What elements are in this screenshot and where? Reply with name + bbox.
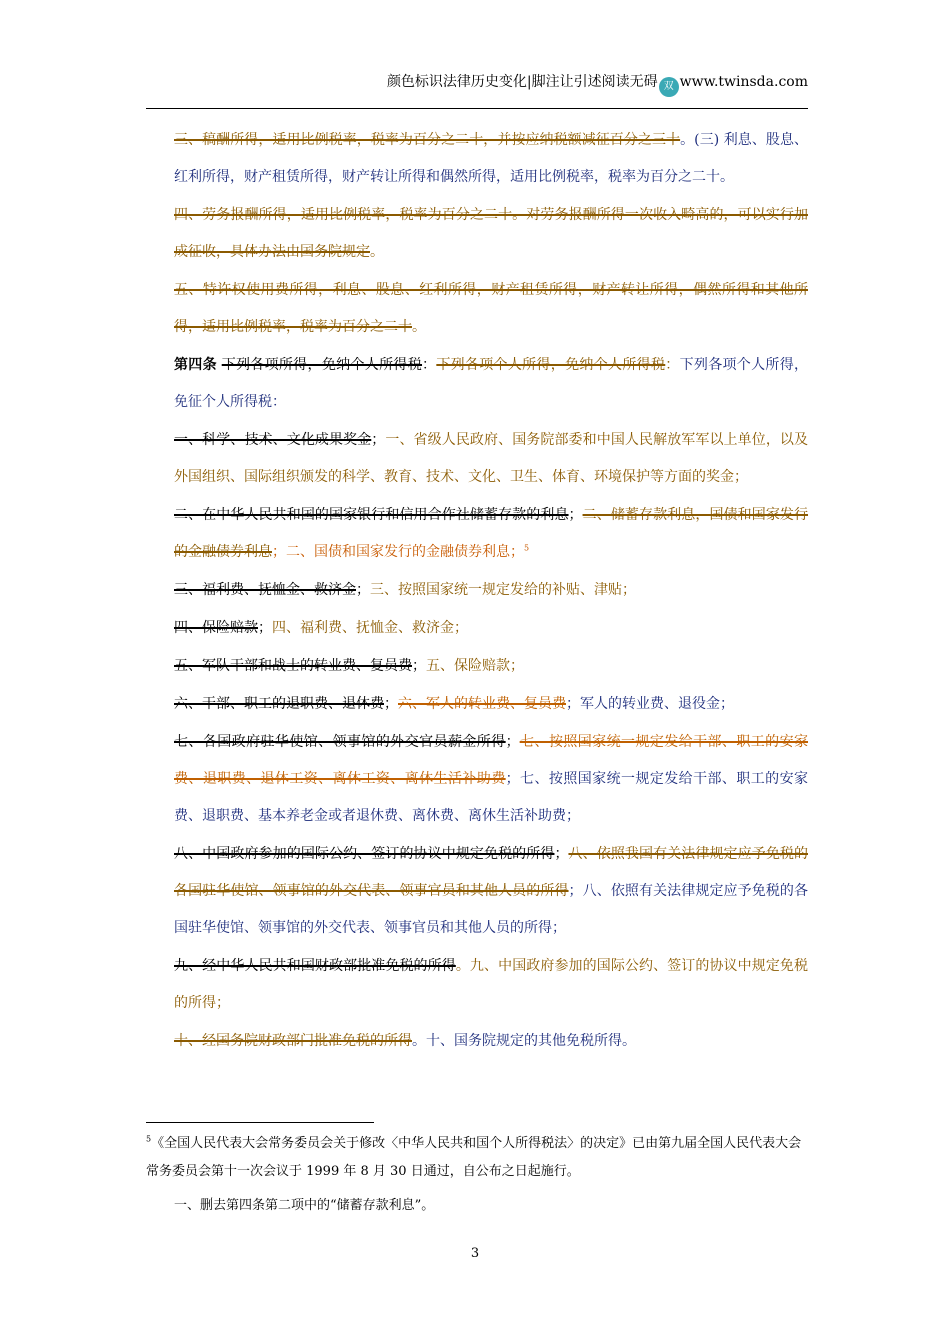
punctuation: ； [412, 658, 426, 674]
page-header [146, 72, 808, 97]
punctuation: ； [568, 507, 583, 523]
footnote-mark: 5 [146, 1134, 152, 1144]
inserted-text: 四、福利费、抚恤金、救济金； [272, 620, 468, 636]
header-title: 颜色标识法律历史变化|脚注让引述阅读无碍 [386, 74, 658, 90]
deleted-text: 五、特许权使用费所得，利息、股息、红利所得，财产租赁所得，财产转让所得，偶然所得和其他所得，适用比例税率，税率为百分之二十 [174, 282, 808, 335]
inserted-text: 。(三) 利息、股息、红利所得，财产租赁所得，财产转让所得和偶然所得，适用比例税率，税率为百分之二十。 [174, 132, 809, 185]
inserted-text: ；二、国债和国家发行的金融债券利息； [272, 544, 524, 560]
list-item-8 [146, 836, 808, 947]
header-site: www.twinsda.com [679, 74, 808, 90]
inserted-text: 。九、中国政府参加的国际公约、签订的协议中规定免税的所得； [174, 958, 809, 1011]
inserted-text: 五、保险赔款； [426, 658, 524, 674]
list-item-10 [146, 1023, 808, 1060]
deleted-text: 四、保险赔款 [174, 620, 258, 636]
deleted-text: 二、在中华人民共和国的国家银行和信用合作社储蓄存款的利息 [174, 507, 569, 523]
inserted-text: 。十、国务院规定的其他免税所得。 [412, 1033, 636, 1049]
punctuation: 。 [412, 319, 426, 335]
punctuation: ； [356, 582, 370, 598]
punctuation: ： [665, 357, 680, 373]
punctuation: ； [384, 696, 398, 712]
list-item-4 [146, 610, 808, 647]
footnote-body: 《全国人民代表大会常务委员会关于修改〈中华人民共和国个人所得税法〉的决定》已由第九届全国人民代表大会常务委员会第十一次会议于 1999 年 8 月 30 日通过，自公布之日起施行。 [146, 1136, 802, 1179]
inserted-text: ；七、按照国家统一规定发给干部、职工的安家费、退职费、基本养老金或者退休费、离休费、离休生活补助费； [174, 771, 809, 824]
paragraph-item-4 [146, 197, 808, 271]
article-4-heading [146, 347, 808, 421]
list-item-9 [146, 948, 808, 1022]
list-item-1 [146, 422, 808, 496]
deleted-text: 三、稿酬所得，适用比例税率，税率为百分之二十，并按应纳税额减征百分之三十 [174, 132, 681, 148]
inserted-text: 下列各项个人所得，免征个人所得税： [174, 357, 809, 410]
list-item-3 [146, 572, 808, 609]
list-item-5 [146, 648, 808, 685]
footnote-ref[interactable]: 5 [524, 543, 530, 553]
punctuation: ； [554, 846, 569, 862]
document-body [146, 122, 808, 1061]
punctuation: ； [258, 620, 272, 636]
deleted-text: 五、军队干部和战士的转业费、复员费 [174, 658, 412, 674]
footnote [146, 1130, 808, 1220]
paragraph-item-3 [146, 122, 808, 196]
deleted-text: 一、科学、技术、文化成果奖金 [174, 432, 372, 448]
deleted-text: 下列各项个人所得，免纳个人所得税 [436, 357, 666, 373]
inserted-text: ；军人的转业费、退役金； [566, 696, 734, 712]
list-item-7 [146, 724, 808, 835]
twinsda-logo-icon: 双 [659, 77, 679, 97]
footnote-divider [146, 1122, 374, 1123]
inserted-text: 三、按照国家统一规定发给的补贴、津贴； [370, 582, 636, 598]
deleted-text: 六、干部、职工的退职费、退休费 [174, 696, 384, 712]
list-item-6 [146, 686, 808, 723]
punctuation: ； [505, 734, 520, 750]
deleted-text: 八、依照我国有关法律规定应予免税的各国驻华使馆、领事馆的外交代表、领事官员和其他人员的所得 [174, 846, 808, 899]
article-label: 第四条 [174, 357, 217, 373]
deleted-text: 三、福利费、抚恤金、救济金 [174, 582, 356, 598]
deleted-text: 四、劳务报酬所得，适用比例税率，税率为百分之二十。对劳务报酬所得一次收入畸高的，可以实行加成征收，具体办法由国务院规定 [174, 207, 808, 260]
deleted-text: 九、经中华人民共和国财政部批准免税的所得 [174, 958, 456, 974]
list-item-2 [146, 497, 808, 571]
deleted-text: 七、按照国家统一规定发给干部、职工的安家费、退职费、退休工资、离休工资、离休生活补助费 [174, 734, 809, 787]
deleted-text: 十、经国务院财政部门批准免税的所得 [174, 1033, 412, 1049]
deleted-text: 八、中国政府参加的国际公约、签订的协议中规定免税的所得 [174, 846, 555, 862]
deleted-text: 六、军人的转业费、复员费 [398, 696, 566, 712]
punctuation: ； [371, 432, 386, 448]
punctuation: 。 [370, 244, 384, 260]
punctuation: ： [422, 357, 437, 373]
footnote-item: 一、删去第四条第二项中的“储蓄存款利息”。 [174, 1198, 435, 1213]
inserted-text: ；八、依照有关法律规定应予免税的各国驻华使馆、领事馆的外交代表、领事官员和其他人员的所得； [174, 883, 809, 936]
header-divider [146, 108, 808, 109]
paragraph-item-5 [146, 272, 808, 346]
inserted-text: 一、省级人民政府、国务院部委和中国人民解放军军以上单位，以及外国组织、国际组织颁发的科学、教育、技术、文化、卫生、体育、环境保护等方面的奖金； [174, 432, 809, 485]
deleted-text: 二、储蓄存款利息，国债和国家发行的金融债券利息 [174, 507, 809, 560]
deleted-text: 下列各项所得，免纳个人所得税 [221, 357, 423, 373]
footnote-text [146, 1130, 808, 1186]
page-number: 3 [470, 1246, 480, 1261]
deleted-text: 七、各国政府驻华使馆、领事馆的外交官员薪金所得 [174, 734, 506, 750]
